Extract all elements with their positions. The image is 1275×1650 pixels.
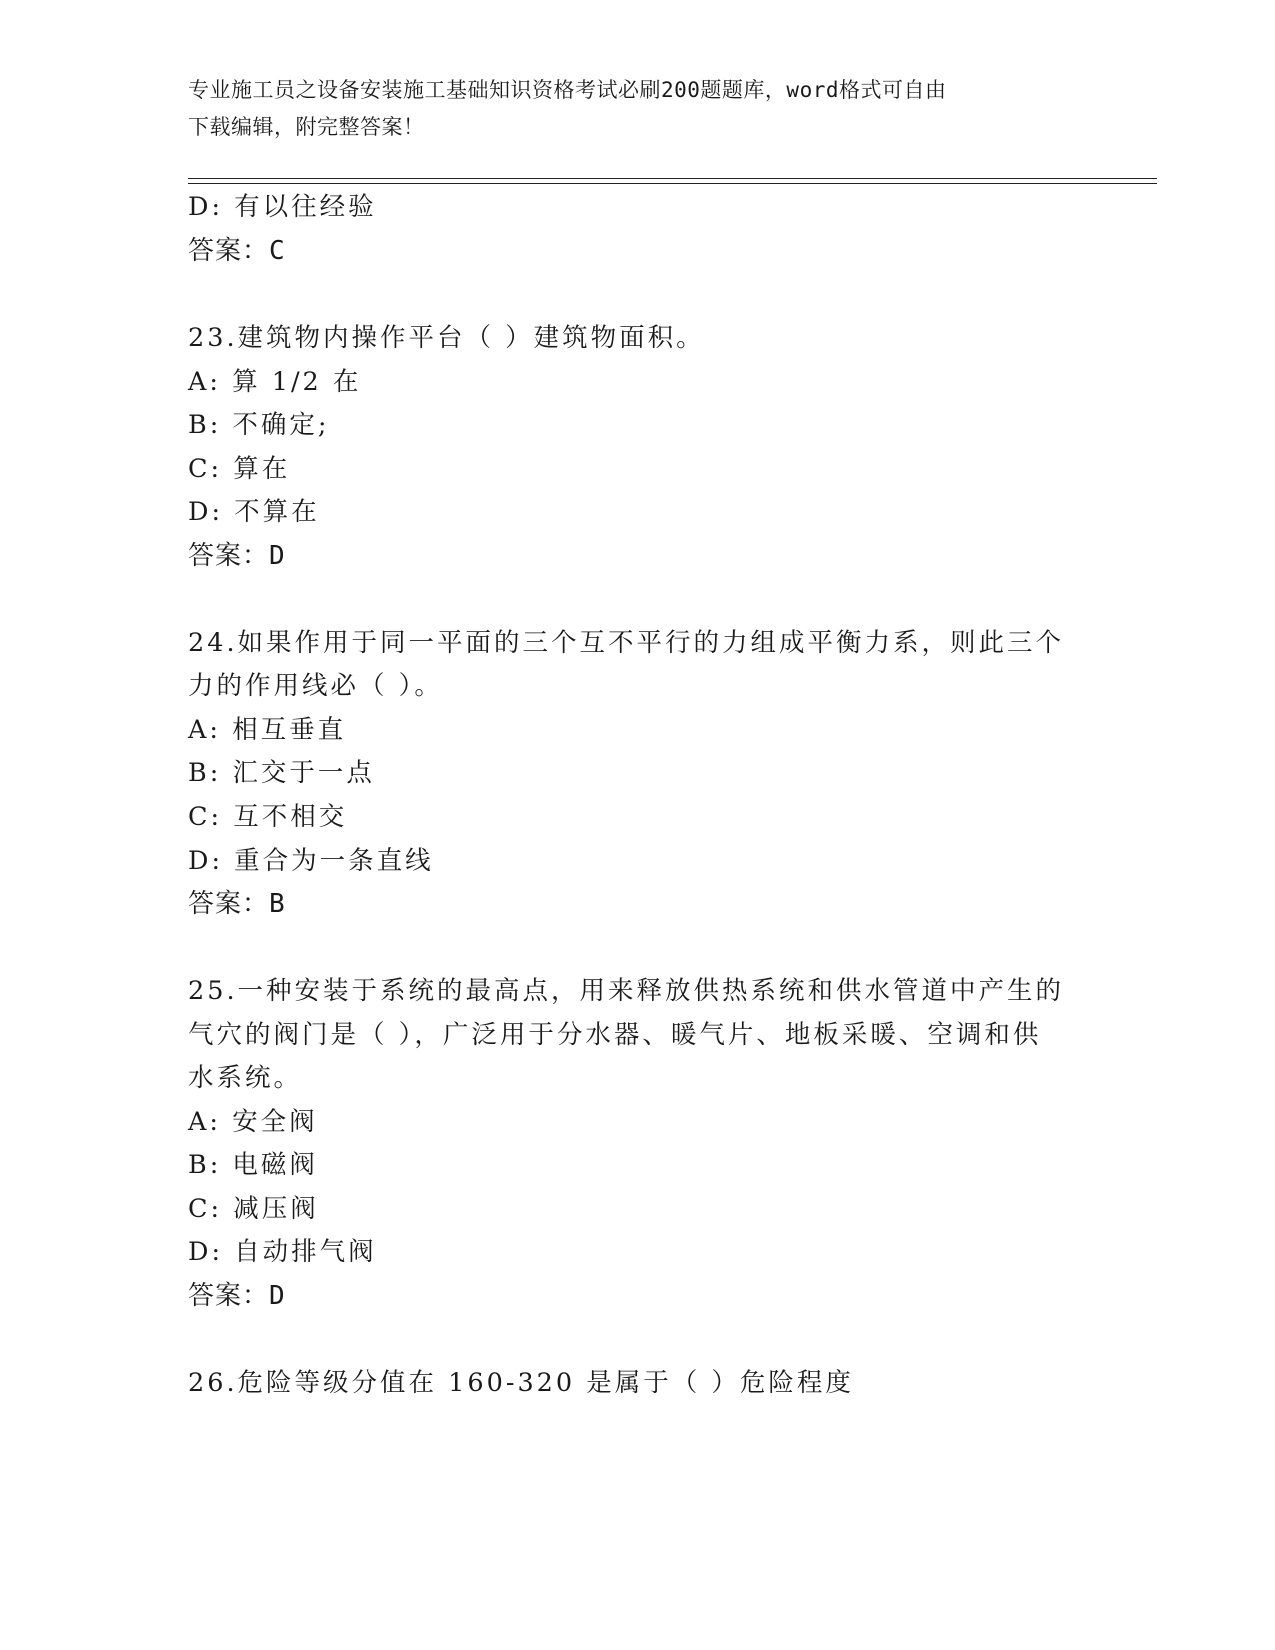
option-a: A: 相互垂直 [188, 715, 347, 745]
document-header [188, 72, 1068, 146]
option-b: B: 不确定; [188, 410, 330, 440]
option-c: C: 算在 [188, 454, 291, 484]
answer-line: 答案：C [188, 236, 286, 266]
answer-line: 答案：D [188, 541, 286, 571]
option-d: D: 自动排气阀 [188, 1237, 377, 1267]
header-title-line-2: 下载编辑，附完整答案！ [188, 115, 425, 139]
option-b: B: 汇交于一点 [188, 758, 375, 788]
question-text: 25.一种安装于系统的最高点，用来释放供热系统和供水管道中产生的 [188, 976, 1065, 1006]
option-d: D: 有以往经验 [188, 192, 377, 222]
option-d: D: 不算在 [188, 497, 320, 527]
answer-line: 答案：B [188, 889, 286, 919]
question-text: 23.建筑物内操作平台（ ）建筑物面积。 [188, 323, 705, 353]
header-title-line-1: 专业施工员之设备安装施工基础知识资格考试必刷200题题库，word格式可自由 [188, 78, 947, 102]
header-divider-top [188, 178, 1157, 179]
header-divider-bottom [188, 183, 1157, 184]
question-text: 26.危险等级分值在 160-320 是属于（ ）危险程度 [188, 1368, 854, 1398]
question-text: 24.如果作用于同一平面的三个互不平行的力组成平衡力系，则此三个 [188, 628, 1065, 658]
option-a: A: 安全阀 [188, 1107, 318, 1137]
answer-line: 答案：D [188, 1281, 286, 1311]
option-a: A: 算 1/2 在 [188, 367, 362, 397]
option-c: C: 减压阀 [188, 1194, 319, 1224]
question-text-continued: 水系统。 [188, 1063, 303, 1093]
option-b: B: 电磁阀 [188, 1150, 318, 1180]
question-text-continued: 气穴的阀门是（ ），广泛用于分水器、暖气片、地板采暖、空调和供 [188, 1020, 1042, 1050]
question-text-continued: 力的作用线必（ ）。 [188, 671, 443, 701]
option-c: C: 互不相交 [188, 802, 348, 832]
option-d: D: 重合为一条直线 [188, 846, 434, 876]
